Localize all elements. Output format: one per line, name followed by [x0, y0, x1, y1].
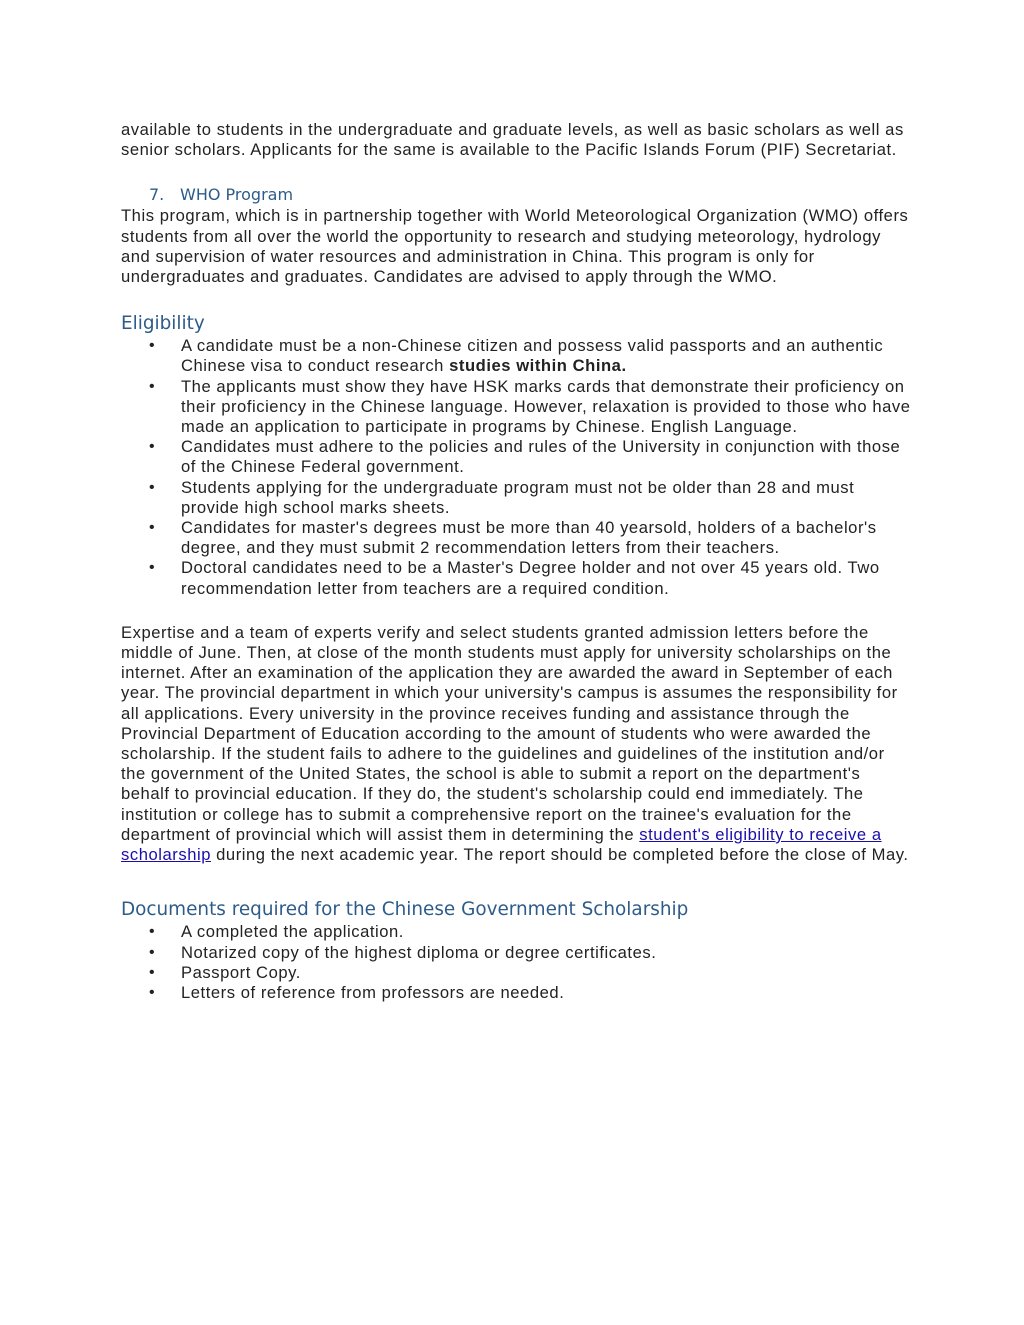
program-list — [121, 184, 911, 206]
program-title: WHO Program — [180, 185, 294, 205]
list-item: • Candidates for master's degrees must be more than 40 yearsold, holders of a bachelor's degree, and they must submit 2 recommendation letters from their teachers. — [121, 518, 911, 558]
selection-text-after: during the next academic year. The report should be completed before the close of May. — [210, 845, 909, 865]
eligibility-item-bold: studies within China. — [449, 356, 627, 376]
program-description: This program, which is in partnership together with World Meteorological Organization (WMO) offers students from all over the world the opportunity to research and studying meteorology, hydrology and supervision of water resources and administration in China. This program is only for undergraduates and graduates. Candidates are advised to apply through the WMO. — [121, 206, 909, 287]
intro-paragraph: available to students in the undergraduate and graduate levels, as well as basic scholars as well as senior scholars. Applicants for the same is available to the Pacific Islands Forum (PIF) Secretariat. — [121, 120, 904, 160]
list-item — [121, 336, 911, 376]
eligibility-link[interactable]: student's eligibility to receive a scholarship — [121, 824, 882, 865]
list-item: • A completed the application. — [121, 922, 911, 942]
list-item: • Candidates must adhere to the policies and rules of the University in conjunction with those of the Chinese Federal government. — [121, 437, 911, 477]
selection-paragraph — [121, 623, 911, 865]
list-item: • Letters of reference from professors are needed. — [121, 983, 911, 1003]
selection-text-before: Expertise and a team of experts verify and select students granted admission letters before the middle of June. Then, at close of the month students must apply for university scholarships on the internet. After an examination of the application they are awarded the award in September of each year. The provincial department in which your university's campus is assumes the responsibility for all applications. Every university in the province receives funding and assistance through the Provincial Department of Education according to the amount of students who were awarded the scholarship. If the student fails to adhere to the guidelines and guidelines of the institution and/or the government of the United States, the school is able to submit a report on the department's behalf to provincial education. If they do, the student's scholarship could end immediately. The institution or college has to submit a comprehensive report on the trainee's evaluation for the department of provincial which will assist them in determining the — [121, 622, 898, 844]
list-item: • Passport Copy. — [121, 963, 911, 983]
document-page — [121, 120, 911, 1003]
program-heading — [121, 184, 911, 206]
list-item: • The applicants must show they have HSK marks cards that demonstrate their proficiency on their proficiency in the Chinese language. However, relaxation is provided to those who have made an application to participate in programs by Chinese. English Language. — [121, 377, 911, 438]
documents-heading: Documents required for the Chinese Government Scholarship — [121, 899, 689, 921]
list-item: • Doctoral candidates need to be a Master's Degree holder and not over 45 years old. Two recommendation letter from teachers are a required condition. — [121, 558, 911, 598]
eligibility-heading: Eligibility — [121, 313, 205, 335]
documents-list — [121, 922, 911, 1003]
eligibility-item-text: A candidate must be a non-Chinese citizen and possess valid passports and an authentic Chinese visa to conduct research — [181, 336, 884, 376]
list-item: • Students applying for the undergraduate program must not be older than 28 and must provide high school marks sheets. — [121, 478, 911, 518]
eligibility-list — [121, 336, 911, 599]
program-number: 7. — [149, 185, 165, 205]
list-item: • Notarized copy of the highest diploma or degree certificates. — [121, 943, 911, 963]
